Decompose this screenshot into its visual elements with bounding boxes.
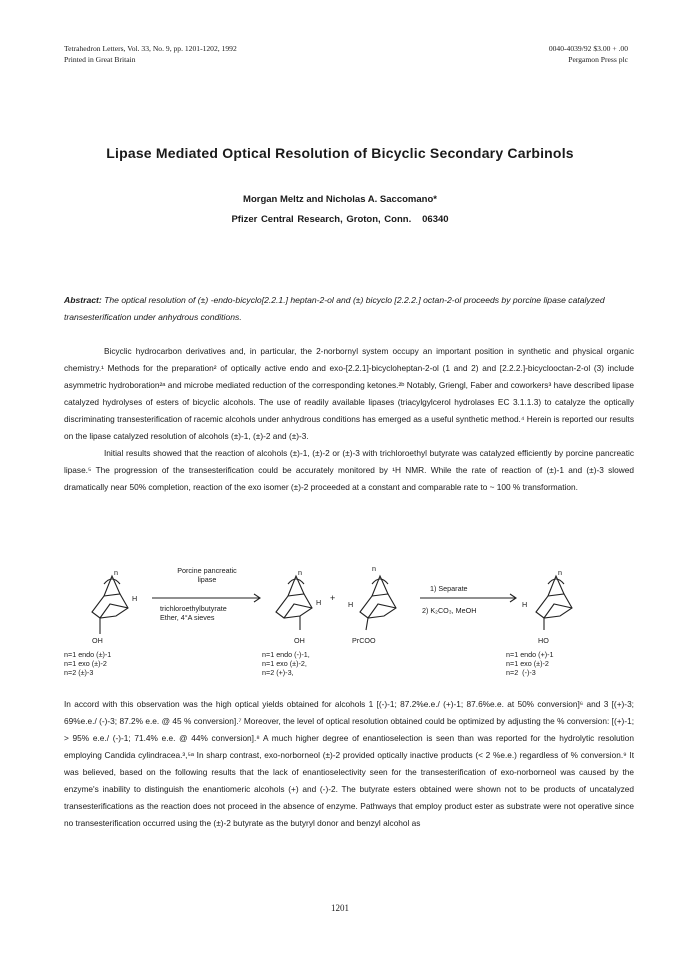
article-code: 0040-4039/92 $3.00 + .00 <box>548 44 628 53</box>
reagent-lipase: Porcine pancreatic lipase <box>177 566 237 584</box>
recovered-alcohol-list: n=1 endo (-)-1, n=1 exo (±)-2, n=2 (+)-3, <box>262 650 310 677</box>
hydroxyl-label-1: OH <box>92 636 103 645</box>
plus-sign: + <box>330 593 336 603</box>
bridge-n-label-3: n <box>372 564 376 573</box>
hydroxyl-label-4: HO <box>538 636 549 645</box>
paragraph-results: Initial results showed that the reaction of alcohols (±)-1, (±)-2 or (±)-3 with trichloroethyl butyrate was catalyzed efficiently by porcine pancreatic lipase.⁵ The progression of the transesterification could be accurately monitored by ¹H NMR. While the rate of reaction of (±)-1 and (±)-3 slowed dramatically near 50% completion, reaction of the exo isomer (±)-2 proceeded at a constant and comparable rate to ~ 100 % transformation. <box>64 448 634 492</box>
starting-material-list: n=1 endo (±)-1 n=1 exo (±)-2 n=2 (±)-3 <box>64 650 112 677</box>
abstract-label: Abstract: <box>64 295 102 305</box>
paragraph-discussion: In accord with this observation was the high optical yields obtained for alcohols 1 [(-)-1; 87.2%e.e./ (+)-1; 87.6%e.e. at 50% conversion]⁶ and 3 [(+)-3; 69%e.e./ (-)-3; 87.2% e.e. @ 45 % conversion].⁷ Moreover, the level of optical resolution obtained could be optimized by adjusting the % conversion: [(+)-1; > 95% e.e./ (-)-1; 71.4% e.e. @ 44% conversion].⁸ A much higher degree of enantioselection is seen than was reported for the hydrolytic resolution employing Candida cylindracea.³,⁵ᵃ In sharp contrast, exo-norborneol (±)-2 provided optically inactive products (< 2 %e.e.) regardless of % conversion.⁹ It was believed, based on the following results that the lack of enantioselectivity seen for the transesterification of exo-norborneol was caused by the enzyme's inability to distinguish the enantiomeric alcohols (+) and (-)-2. The butyrate esters obtained were shown not to be products of uncatalyzed transesterifications as the reaction does not proceed in the absence of enzyme. Pathways that employ product ester as substrate were not operative since no transesterification occurred using the (±)-2 butyrate as the butyryl donor and benzyl alcohol as <box>64 699 634 828</box>
step-hydrolysis: 2) K₂CO₃, MeOH <box>422 606 477 615</box>
hydrogen-label-3: H <box>348 600 354 609</box>
page-number: 1201 <box>331 903 349 913</box>
ester-group-label: PrCOO <box>352 636 376 645</box>
abstract-text: The optical resolution of (±) -endo-bicyclo[2.2.1.] heptan-2-ol and (±) bicyclo [2.2.2.] octan-2-ol proceeds by porcine lipase catalyzed transesterification under anhydrous conditions. <box>64 295 605 322</box>
product-list: n=1 endo (+)-1 n=1 exo (±)-2 n=2 (-)-3 <box>506 650 554 677</box>
abstract <box>64 292 624 326</box>
publisher-info <box>549 44 628 65</box>
step-separate: 1) Separate <box>430 584 468 593</box>
product-alcohol-structure <box>536 576 572 630</box>
discussion-section <box>64 696 634 832</box>
recovered-alcohol-structure <box>276 576 312 630</box>
hydrogen-label-1: H <box>132 594 138 603</box>
intro-section <box>64 343 634 496</box>
hydrogen-label-4: H <box>522 600 528 609</box>
starting-alcohol-structure <box>92 576 128 634</box>
journal-citation <box>64 44 237 65</box>
author-list: Morgan Meltz and Nicholas A. Saccomano* <box>243 194 437 205</box>
affiliation: Pfizer Central Research, Groton, Conn. 06340 <box>231 214 449 225</box>
paragraph-intro: Bicyclic hydrocarbon derivatives and, in particular, the 2-norbornyl system occupy an important position in synthetic and physical organic chemistry.¹ Methods for the preparation² of optically active endo and exo-[2.2.1]-bicycloheptan-2-ol (1 and 2) and [2.2.2.]-bicyclooctan-2-ol (3) include asymmetric hydroboration²ᵃ and microbe mediated reduction of the corresponding ketones.²ᵇ Notably, Griengl, Faber and coworkers³ have described lipase catalyzed hydrolyses of esters of bicyclic alcohols. The use of readily available lipases (triacylgylcerol hydrolases EC 3.1.1.3) to catalyze the optically discriminating transesterification of racemic alcohols under anhydrous conditions has emerged as a useful synthetic method.⁴ Herein is reported our results on the lipase catalyzed resolution of alcohols (±)-1, (±)-2 and (±)-3. <box>64 346 634 441</box>
hydroxyl-label-2: OH <box>294 636 305 645</box>
article-title: Lipase Mediated Optical Resolution of Bicyclic Secondary Carbinols <box>106 145 574 161</box>
bridge-n-label-2: n <box>298 568 302 577</box>
ester-structure <box>360 576 396 630</box>
bridge-n-label-1: n <box>114 568 118 577</box>
printed-location: Printed in Great Britain <box>64 54 136 64</box>
journal-reference: Tetrahedron Letters, Vol. 33, No. 9, pp. 1201-1202, 1992 <box>64 44 237 53</box>
hydrogen-label-2: H <box>316 598 322 607</box>
bridge-n-label-4: n <box>558 568 562 577</box>
reaction-scheme <box>64 560 634 650</box>
reagent-conditions: trichloroethylbutyrate Ether, 4°A sieves <box>160 604 227 622</box>
publisher-name: Pergamon Press plc <box>568 54 628 64</box>
